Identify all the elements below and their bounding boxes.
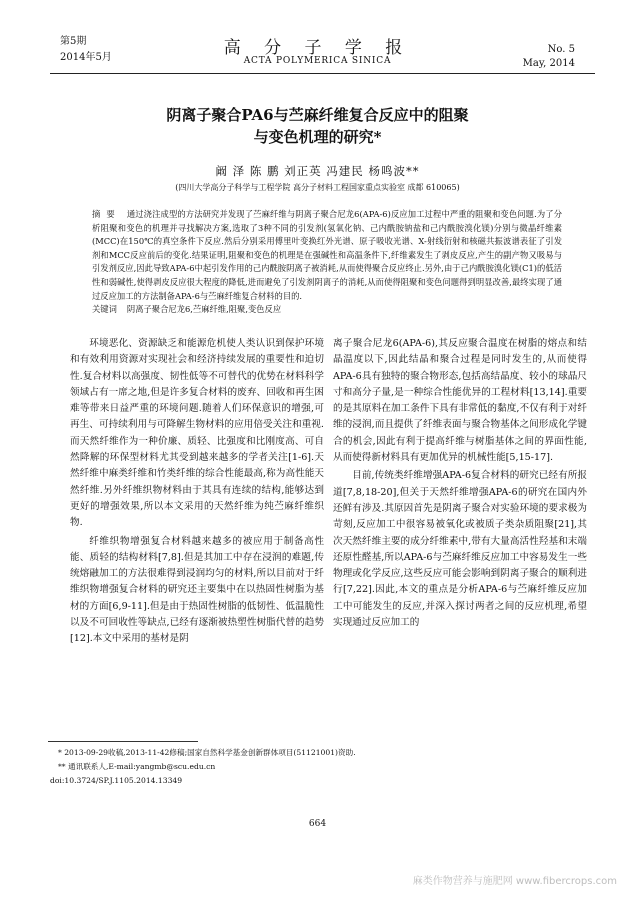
journal-title-en: ACTA POLYMERICA SINICA [243,56,392,66]
footnote-doi: doi:10.3724/SP.J.1105.2014.13349 [50,776,183,785]
date-en: May, 2014 [522,58,575,69]
abstract-text: 通过浇注成型的方法研究并发现了苎麻纤维与阴离子聚合尼龙6(APA-6)反应加工过程中严重的阻聚和变色问题.为了分析阻聚和变色的机理并寻找解决方案,选取了3种不同的引发剂(氢氧化钠、己内酰胺钠盐和己内酰胺溴化镁)分别与微晶纤维素(MCC)在150℃的真空条件下反应.然后分别采用傅里叶变换红外光谱、原子吸收光谱、X-射线衍射和核磁共振波谱表征了引发剂和MCC反应前后的变化.结果证明,阻聚和变色的机理是在强碱性和高温条件下,纤维素发生了剥皮反应,产生的副产物又吸易与引发剂反应,因此导致APA-6中起引发作用的己内酰胺阴离子被消耗,从而使得聚合反应终止.另外,由于己内酰胺溴化镁(C1)的低活性和弱碱性,使得剥皮反应很大程度的降低,进而避免了引发剂阴离子的消耗,从而使得阻聚和变色问题得到明显改善,最终实现了通过反应加工的方法制备APA-6与苎麻纤维复合材料的目的. [92,209,562,301]
journal-title-cn: 高 分 子 学 报 [223,38,412,58]
date-cn: 2014年5月 [60,52,112,63]
header-rule [50,73,595,74]
issue-en: No. 5 [547,44,575,55]
abstract-label: 摘要 [92,209,121,219]
footnote-rule [48,741,198,742]
body-paragraph: 环境恶化、资源缺乏和能源危机使人类认识到保护环境和有效利用资源对实现社会和经济持续发展的重要性和迫切性.复合材料以高强度、韧性低等不可替代的优势在材料科学领域占有一席之地,但是许多复合材料的废弃、回收和再生困难等带来日益严重的环境问题.随着人们环保意识的增强,可再生、可持续利用与可降解生物材料的应用倍受关注和重视.而天然纤维作为一种价廉、质轻、比强度和比刚度高、可自然降解的环保型材料尤其受到越来越多的学者关注[1-6].天然纤维中麻类纤维和竹类纤维的综合性能最高,称为高性能天然纤维.另外纤维织物材料由于其具有连续的结构,能够达到更好的增强效果,所以本文采用的天然纤维为纯苎麻纤维织物. [70,338,324,529]
abstract-block [92,208,562,317]
affiliation: (四川大学高分子科学与工程学院 高分子材料工程国家重点实验室 成都 610065) [175,183,460,192]
issue-cn: 第5期 [60,36,87,47]
page-number: 664 [308,819,327,829]
keywords-label: 关键词 [92,304,117,315]
abstract-paragraph [92,208,562,303]
body-column-left [70,336,324,648]
footnote-received: * 2013-09-29收稿,2013-11-42修稿;国家自然科学基金创新群体项目(51121001)资助. [58,748,356,757]
paper-title-line2: 与变色机理的研究* [253,128,382,146]
watermark-text: 麻类作物营养与施肥网 www.fibercrops.com [412,876,617,887]
footnote-contact: ** 通讯联系人,E-mail:yangmb@scu.edu.cn [58,762,216,771]
keywords-line [92,303,562,317]
body-paragraph: 离子聚合尼龙6(APA-6),其反应聚合温度在树脂的熔点和结晶温度以下,因此结晶和聚合过程是同时发生的,从而使得APA-6具有独特的聚合物形态,包括高结晶度、较小的球晶尺寸和高分子量,是一种综合性能优异的工程材料[13,14].重要的是其原料在加工条件下具有非常低的黏度,不仅有利于对纤维的浸润,而且提供了纤维表面与聚合物基体之间形成化学键合的机会,因此有利于提高纤维与树脂基体之间的界面性能,从而使得新材料具有更加优异的机械性能[5,15-17]. [333,338,587,464]
body-paragraph: 目前,传统类纤维增强APA-6复合材料的研究已经有所报道[7,8,18-20],但关于天然纤维增强APA-6的研究在国内外还鲜有涉及.其原因首先是阴离子聚合对实验环境的要求极为苛刻,反应加工中很容易被氧化或被质子类杂质阻聚[21],其次天然纤维主要的成分纤维素中,带有大量高活性羟基和末端还原性醛基,所以APA-6与苎麻纤维反应加工中容易发生一些物理或化学反应,这些反应可能会影响到阴离子聚合的顺利进行[7,22].因此,本文的重点是分析APA-6与苎麻纤维反应加工中可能发生的反应,并深入探讨两者之间的反应机理,希望实现通过反应加工的 [333,470,587,629]
authors: 阚 泽 陈 鹏 刘正英 冯建民 杨鸣波** [215,164,420,178]
keywords-text: 阴离子聚合尼龙6,苎麻纤维,阻聚,变色反应 [126,304,282,315]
body-paragraph: 纤维织物增强复合材料越来越多的被应用于制备高性能、质轻的结构材料[7,8].但是其加工中存在浸润的难题,传统熔融加工的方法很难得到浸润均匀的材料,所以目前对于纤维织物增强复合材料的研究还主要集中在以热固性树脂为基材的方面[6,9-11].但是由于热固性树脂的低韧性、低温脆性以及不可回收性等缺点,已经有逐渐被热塑性树脂代替的趋势[12].本文中采用的基材是阴 [70,535,324,645]
paper-title-line1: 阴离子聚合PA6与苎麻纤维复合反应中的阻聚 [166,106,469,124]
body-column-right [333,336,587,631]
